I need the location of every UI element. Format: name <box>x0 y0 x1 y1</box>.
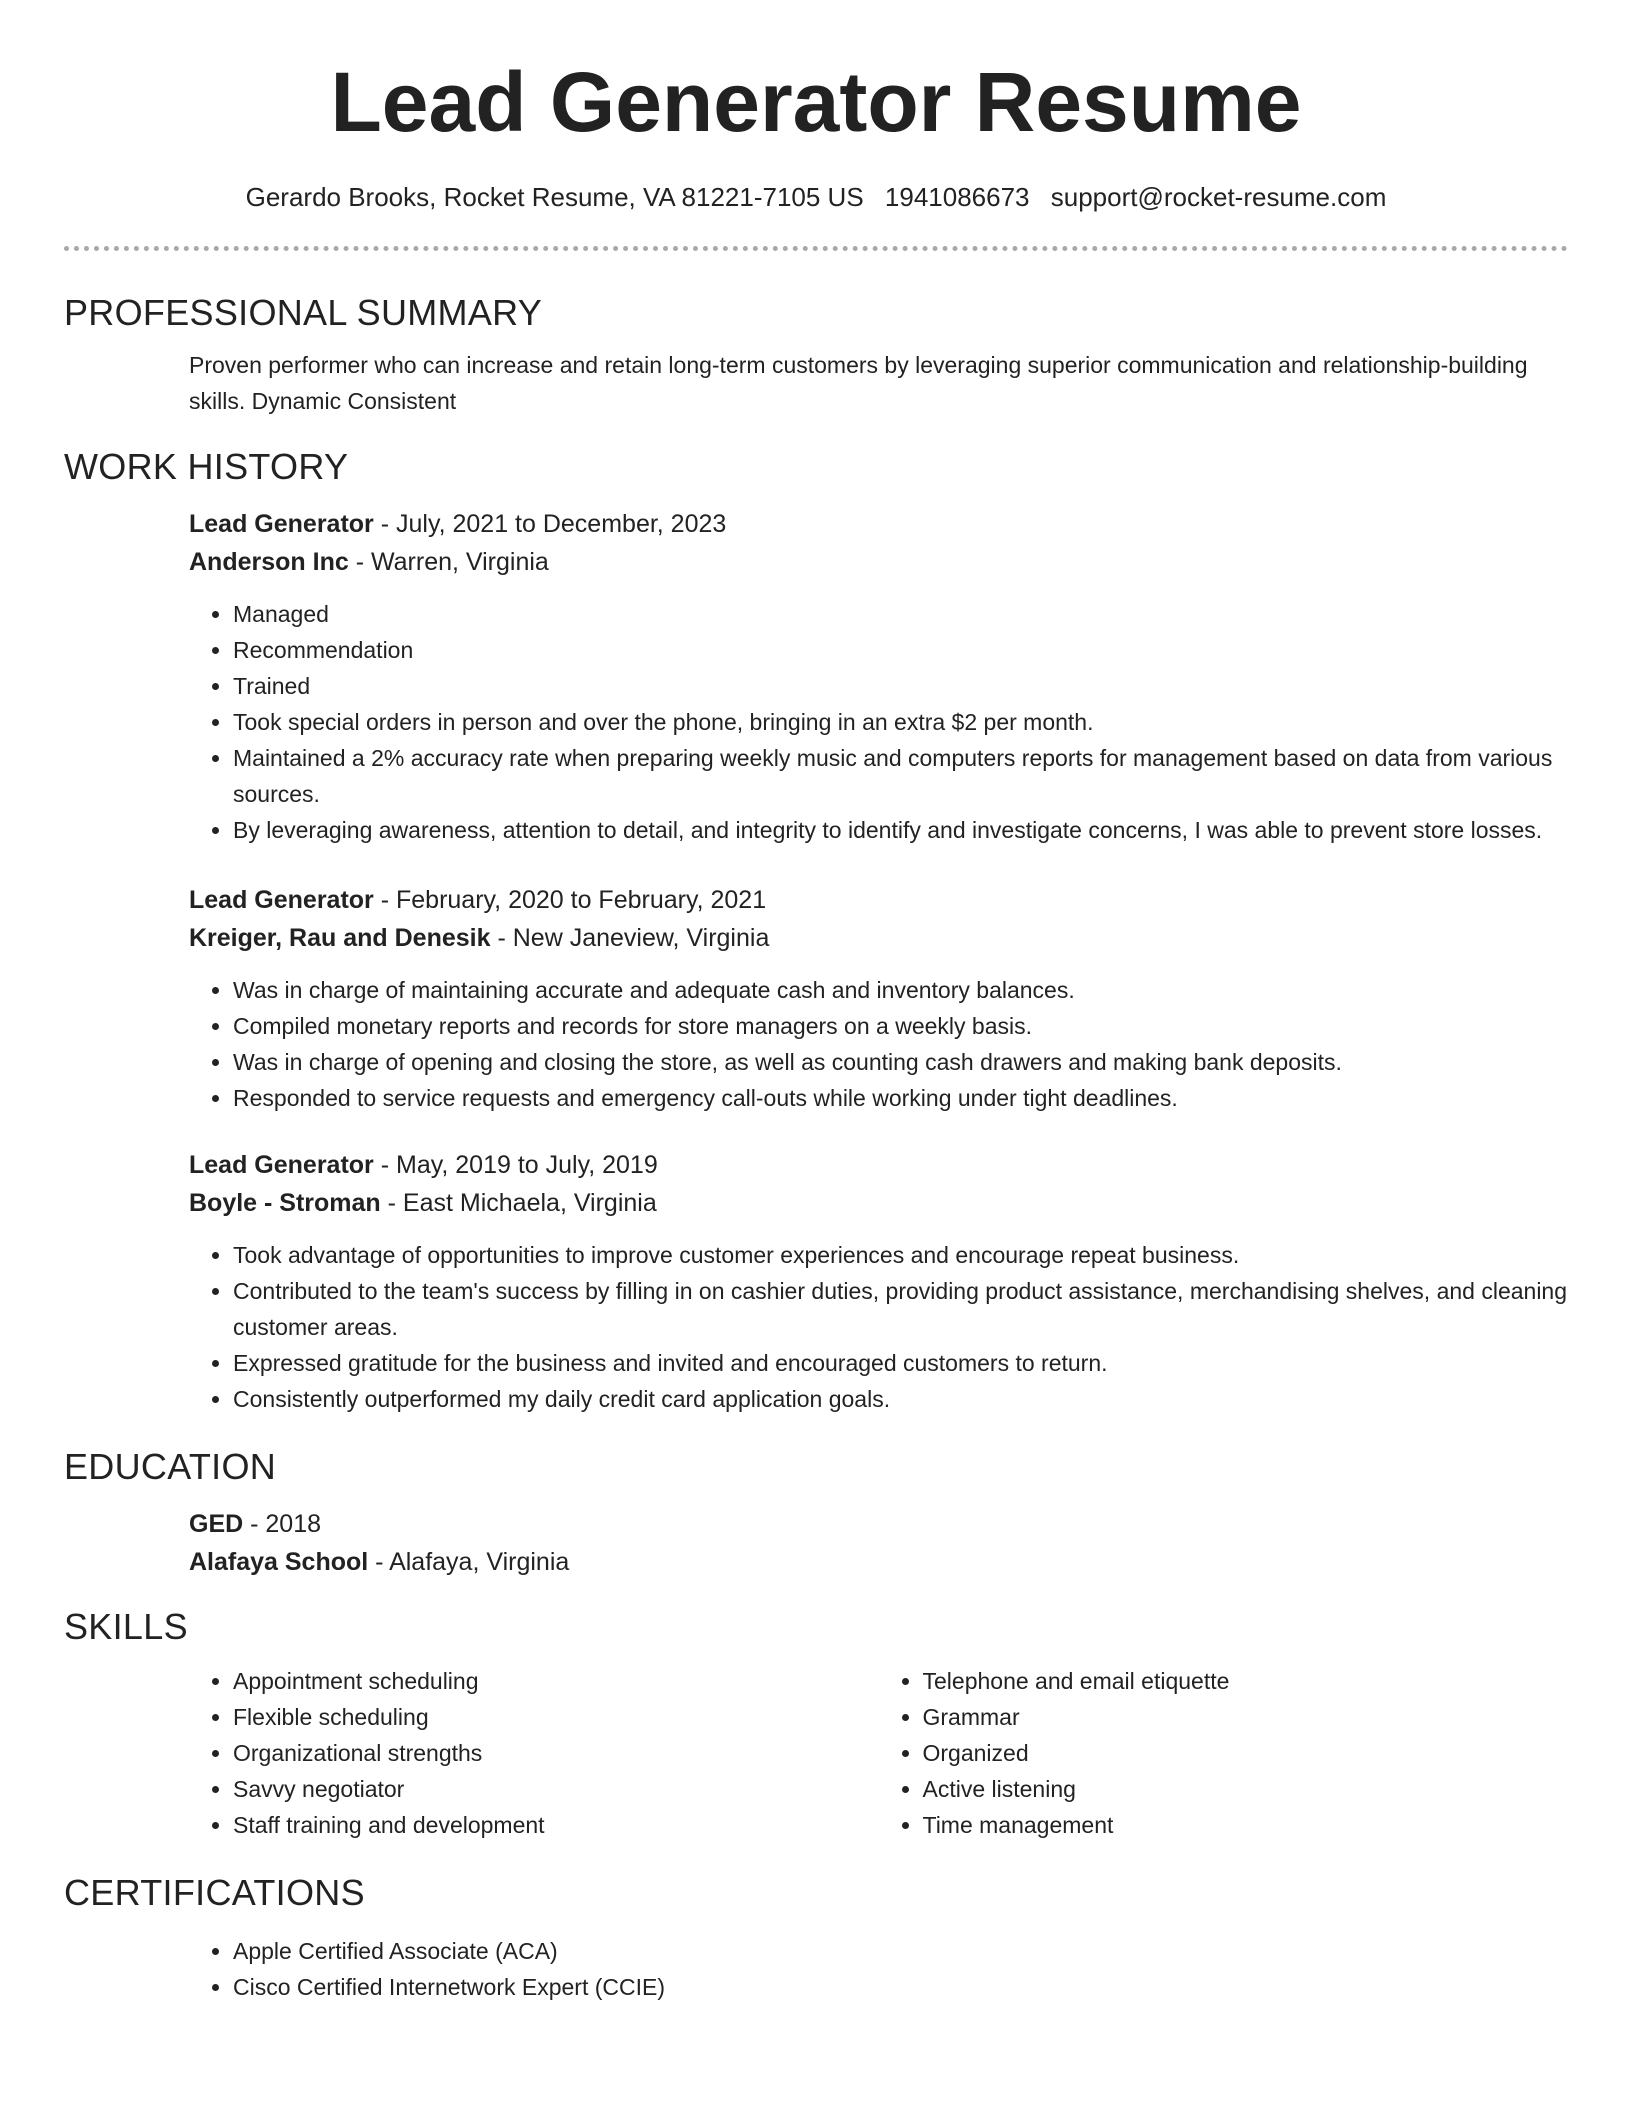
list-item: • Took special orders in person and over the phone, bringing in an extra $2 per month. <box>233 704 1568 740</box>
contact-email: support@rocket-resume.com <box>1050 182 1387 212</box>
job-title: Lead Generator <box>189 1151 374 1179</box>
contact-line <box>64 180 1568 214</box>
header-divider <box>64 246 1568 251</box>
list-item: • Savvy negotiator <box>233 1771 879 1807</box>
list-item: • Flexible scheduling <box>233 1699 879 1735</box>
list-item: • Expressed gratitude for the business and invited and encouraged customers to return. <box>233 1345 1568 1381</box>
list-item: • Was in charge of opening and closing the store, as well as counting cash drawers and making bank deposits. <box>233 1044 1568 1080</box>
list-item: • Cisco Certified Internetwork Expert (CCIE) <box>233 1969 1568 2005</box>
job-title-line <box>189 881 1568 919</box>
list-item: • By leveraging awareness, attention to detail, and integrity to identify and investigate concerns, I was able to prevent store losses. <box>233 812 1568 848</box>
skills-list-left <box>189 1663 879 1843</box>
education-degree-line <box>189 1505 1568 1543</box>
contact-address: Gerardo Brooks, Rocket Resume, VA 81221-7105 US <box>245 182 864 212</box>
education-location: - Alafaya, Virginia <box>368 1548 570 1576</box>
list-item: • Staff training and development <box>233 1807 879 1843</box>
job-bullets <box>189 972 1568 1116</box>
list-item: • Telephone and email etiquette <box>923 1663 1569 1699</box>
education-degree: GED <box>189 1510 244 1538</box>
job-company: Anderson Inc <box>189 548 349 576</box>
education-school: Alafaya School <box>189 1548 369 1576</box>
certifications-list <box>189 1933 1568 2005</box>
list-item: • Apple Certified Associate (ACA) <box>233 1933 1568 1969</box>
job-company-line <box>189 543 1568 581</box>
job-entry <box>64 1146 1568 1417</box>
job-entry <box>64 505 1568 848</box>
education-year: - 2018 <box>243 1510 322 1538</box>
list-item: • Active listening <box>923 1771 1569 1807</box>
list-item: • Recommendation <box>233 632 1568 668</box>
list-item: • Maintained a 2% accuracy rate when preparing weekly music and computers reports for management based on data from various sources. <box>233 740 1568 812</box>
education-entry <box>64 1505 1568 1581</box>
list-item: • Consistently outperformed my daily credit card application goals. <box>233 1381 1568 1417</box>
job-title-line <box>189 1146 1568 1184</box>
list-item: • Appointment scheduling <box>233 1663 879 1699</box>
list-item: • Trained <box>233 668 1568 704</box>
job-location: - East Michaela, Virginia <box>380 1189 657 1217</box>
job-entry <box>64 881 1568 1116</box>
job-company: Boyle - Stroman <box>189 1189 381 1217</box>
skills-list-right <box>879 1663 1569 1843</box>
job-bullets <box>189 596 1568 848</box>
summary-heading: PROFESSIONAL SUMMARY <box>64 292 543 333</box>
certifications-section <box>64 1933 1568 2005</box>
skills-heading: SKILLS <box>64 1606 188 1647</box>
list-item: • Organizational strengths <box>233 1735 879 1771</box>
list-item: • Organized <box>923 1735 1569 1771</box>
contact-phone: 1941086673 <box>884 182 1030 212</box>
skills-grid <box>64 1663 1568 1843</box>
list-item: • Time management <box>923 1807 1569 1843</box>
list-item: • Compiled monetary reports and records for store managers on a weekly basis. <box>233 1008 1568 1044</box>
certifications-heading: CERTIFICATIONS <box>64 1872 365 1913</box>
job-company: Kreiger, Rau and Denesik <box>189 924 491 952</box>
list-item: • Contributed to the team's success by filling in on cashier duties, providing product assistance, merchandising shelves, and cleaning customer areas. <box>233 1273 1568 1345</box>
job-dates: - July, 2021 to December, 2023 <box>373 510 727 538</box>
job-dates: - May, 2019 to July, 2019 <box>373 1151 658 1179</box>
job-location: - New Janeview, Virginia <box>490 924 770 952</box>
education-heading: EDUCATION <box>64 1446 277 1487</box>
job-title: Lead Generator <box>189 886 374 914</box>
list-item: • Took advantage of opportunities to improve customer experiences and encourage repeat business. <box>233 1237 1568 1273</box>
list-item: • Managed <box>233 596 1568 632</box>
job-dates: - February, 2020 to February, 2021 <box>373 886 767 914</box>
education-school-line <box>189 1543 1568 1581</box>
job-company-line <box>189 919 1568 957</box>
job-location: - Warren, Virginia <box>348 548 549 576</box>
job-bullets <box>189 1237 1568 1417</box>
list-item: • Grammar <box>923 1699 1569 1735</box>
job-title-line <box>189 505 1568 543</box>
work-history-heading: WORK HISTORY <box>64 446 349 487</box>
summary-text: Proven performer who can increase and retain long-term customers by leveraging superior communication and relationship-building skills. Dynamic Consistent <box>189 352 1528 414</box>
job-title: Lead Generator <box>189 510 374 538</box>
job-company-line <box>189 1184 1568 1222</box>
resume-title: Lead Generator Resume <box>330 55 1302 149</box>
summary-section <box>64 347 1568 419</box>
list-item: • Responded to service requests and emergency call-outs while working under tight deadlines. <box>233 1080 1568 1116</box>
list-item: • Was in charge of maintaining accurate and adequate cash and inventory balances. <box>233 972 1568 1008</box>
